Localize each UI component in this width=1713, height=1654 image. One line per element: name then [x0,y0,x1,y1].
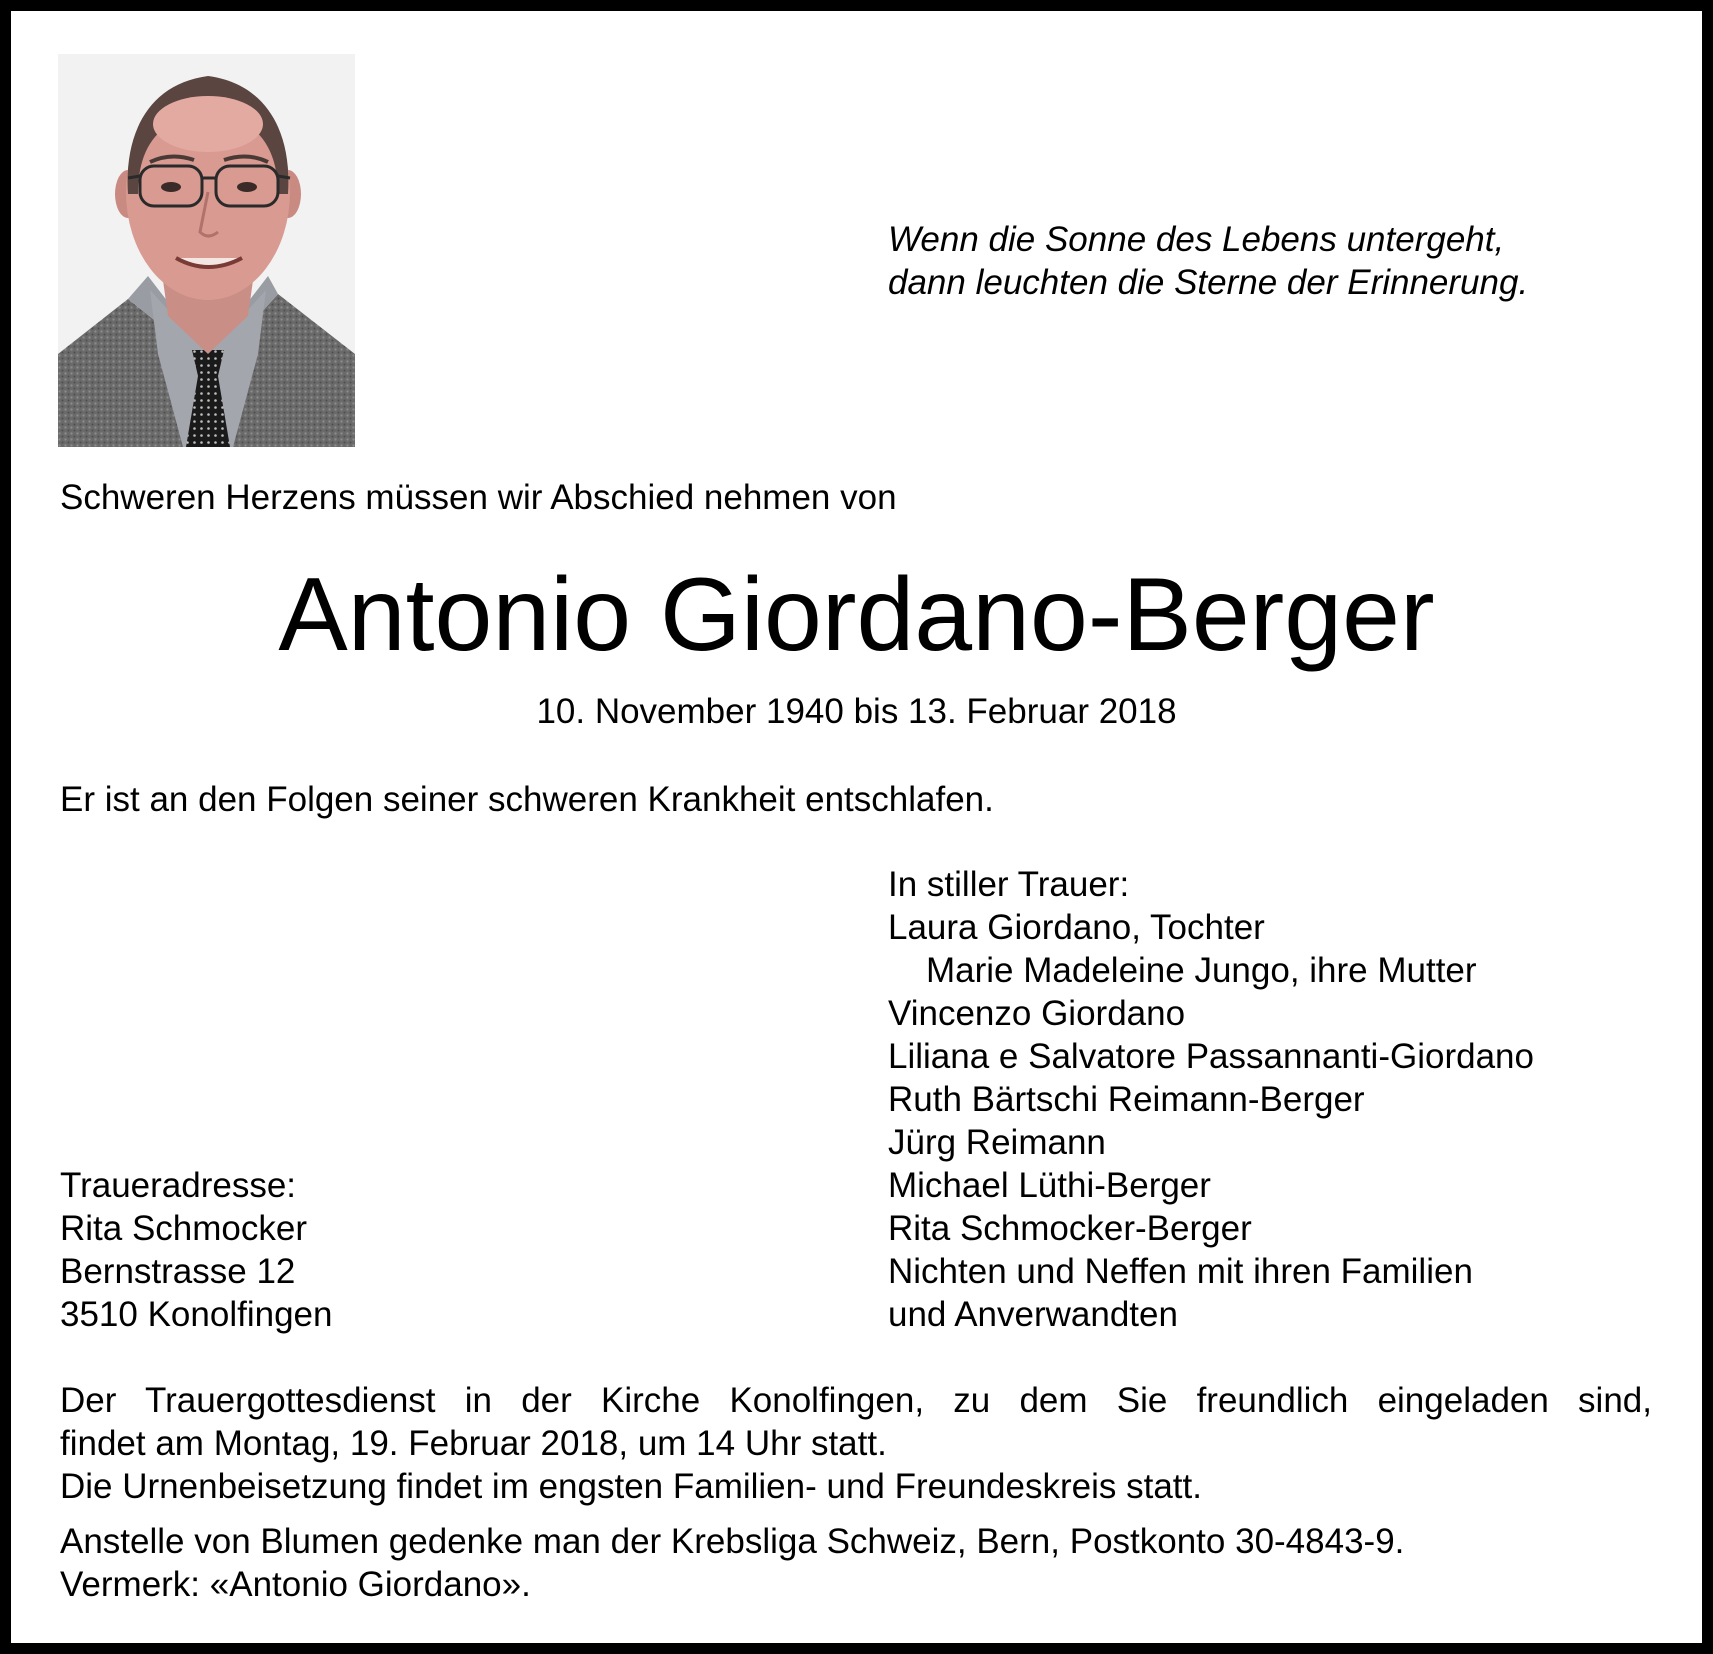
service-line-2: findet am Montag, 19. Februar 2018, um 14 Uhr statt. [60,1424,887,1463]
mourner-name: und Anverwandten [888,1295,1178,1334]
service-line-1: Der Trauergottesdienst in der Kirche Konolfingen, zu dem Sie freundlich eingeladen sind, [60,1381,1652,1420]
donation-line-1: Anstelle von Blumen gedenke man der Krebsliga Schweiz, Bern, Postkonto 30-4843-9. [60,1522,1405,1561]
mourner-name: Marie Madeleine Jungo, ihre Mutter [926,951,1477,990]
portrait-photo [58,54,355,447]
donation-line-2: Vermerk: «Antonio Giordano». [60,1565,531,1604]
service-info [60,1379,1652,1508]
mourner-name: Ruth Bärtschi Reimann-Berger [888,1080,1365,1119]
mourners-heading: In stiller Trauer: [888,865,1130,904]
address-line: 3510 Konolfingen [60,1295,333,1334]
address-heading: Traueradresse: [60,1166,297,1205]
donation-info [60,1520,1404,1606]
mourner-name: Rita Schmocker-Berger [888,1209,1252,1248]
life-dates: 10. November 1940 bis 13. Februar 2018 [536,692,1177,731]
intro-text: Schweren Herzens müssen wir Abschied nehmen von [60,478,897,517]
mourner-name: Jürg Reimann [888,1123,1106,1162]
quote-line-1: Wenn die Sonne des Lebens untergeht, [888,220,1505,259]
address-line: Bernstrasse 12 [60,1252,296,1291]
mourner-name: Laura Giordano, Tochter [888,908,1265,947]
quote-line-2: dann leuchten die Sterne der Erinnerung. [888,263,1529,302]
address-line: Rita Schmocker [60,1209,308,1248]
deceased-name: Antonio Giordano-Berger [278,557,1435,673]
mourning-address [60,1164,332,1336]
mourner-name: Liliana e Salvatore Passannanti-Giordano [888,1037,1534,1076]
mourner-name: Nichten und Neffen mit ihren Familien [888,1252,1473,1291]
mourner-name: Vincenzo Giordano [888,994,1186,1033]
mourners-list [888,863,1534,1336]
service-line-3: Die Urnenbeisetzung findet im engsten Familien- und Freundeskreis statt. [60,1467,1202,1506]
memorial-quote [888,218,1528,304]
cause-text: Er ist an den Folgen seiner schweren Krankheit entschlafen. [60,780,994,819]
mourner-name: Michael Lüthi-Berger [888,1166,1211,1205]
